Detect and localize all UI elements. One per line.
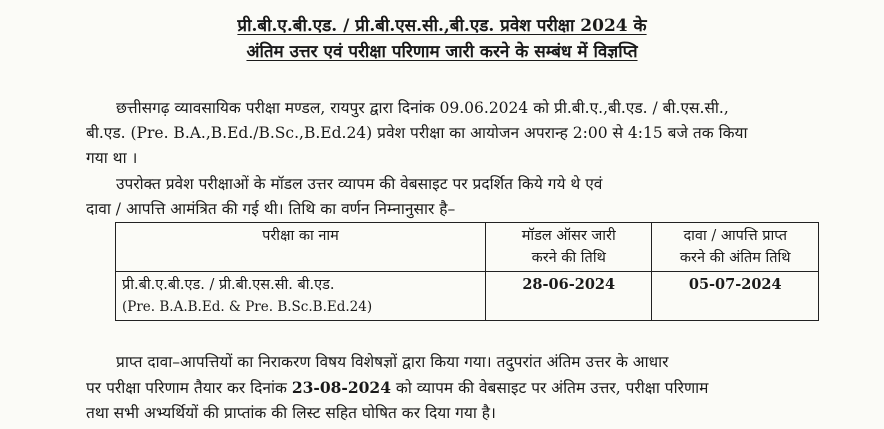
paragraph-exam-conduct — [86, 96, 826, 171]
notice-title-line2: अंतिम उत्तर एवं परीक्षा परिणाम जारी करने के सम्बंध में विज्ञप्ति — [246, 42, 638, 62]
table-header-row — [116, 223, 819, 272]
paragraph-line: दावा / आपत्ति आमंत्रित की गई थी। तिथि का वर्णन निम्नानुसार है– — [86, 200, 456, 218]
paragraph-model-answers — [86, 172, 826, 222]
exam-name-hindi: प्री.बी.ए.बी.एड. / प्री.बी.एस.सी. बी.एड. — [122, 277, 335, 293]
result-date: 23-08-2024 — [291, 378, 391, 397]
header-line: करने की अंतिम तिथि — [679, 250, 791, 266]
exam-name-english: (Pre. B.A.B.Ed. & Pre. B.Sc.B.Ed.24) — [122, 299, 373, 315]
header-line: मॉडल ऑसर जारी — [521, 228, 616, 244]
paragraph-line: उपरोक्त प्रवेश परीक्षाओं के मॉडल उत्तर व्यापम की वेबसाइट पर प्रदर्शित किये गये थे एवं — [116, 175, 603, 193]
cell-model-answer-date: 28-06-2024 — [485, 272, 652, 321]
paragraph-line: गया था । — [86, 149, 138, 167]
paragraph-line: बी.एड. (Pre. B.A.,B.Ed./B.Sc.,B.Ed.24) प्रवेश परीक्षा का आयोजन अपरान्ह 2:00 से 4:15 बजे तक किया — [86, 124, 748, 142]
dates-table — [115, 222, 819, 321]
paragraph-result — [86, 350, 826, 426]
paragraph-line: छत्तीसगढ़ व्यावसायिक परीक्षा मण्डल, रायपुर द्वारा दिनांक 09.06.2024 को प्री.बी.ए.,बी.एड. / बी.एस.सी., — [116, 99, 729, 117]
text-segment: पर परीक्षा परिणाम तैयार कर दिनांक — [86, 379, 292, 397]
paragraph-line — [86, 375, 826, 401]
header-model-answer-date — [485, 223, 652, 272]
cell-exam-name — [116, 272, 486, 321]
header-line: करने की तिथि — [531, 250, 606, 266]
cell-claim-date: 05-07-2024 — [652, 272, 819, 321]
header-line: दावा / आपत्ति प्राप्त — [683, 228, 788, 244]
notice-title-line1: प्री.बी.ए.बी.एड. / प्री.बी.एस.सी.,बी.एड. प्रवेश परीक्षा 2024 के — [237, 16, 647, 36]
paragraph-line: प्राप्त दावा–आपत्तियों का निराकरण विषय विशेषज्ञों द्वारा किया गया। तदुपरांत अंतिम उत्तर के आधार — [116, 353, 669, 371]
header-claim-date — [652, 223, 819, 272]
text-segment: को व्यापम की वेबसाइट पर अंतिम उत्तर, परीक्षा परिणाम — [391, 379, 709, 397]
table-row — [116, 272, 819, 321]
paragraph-line: तथा सभी अभ्यर्थियों की प्राप्तांक की लिस्ट सहित घोषित कर दिया गया है। — [86, 404, 496, 422]
header-exam-name: परीक्षा का नाम — [116, 223, 486, 272]
